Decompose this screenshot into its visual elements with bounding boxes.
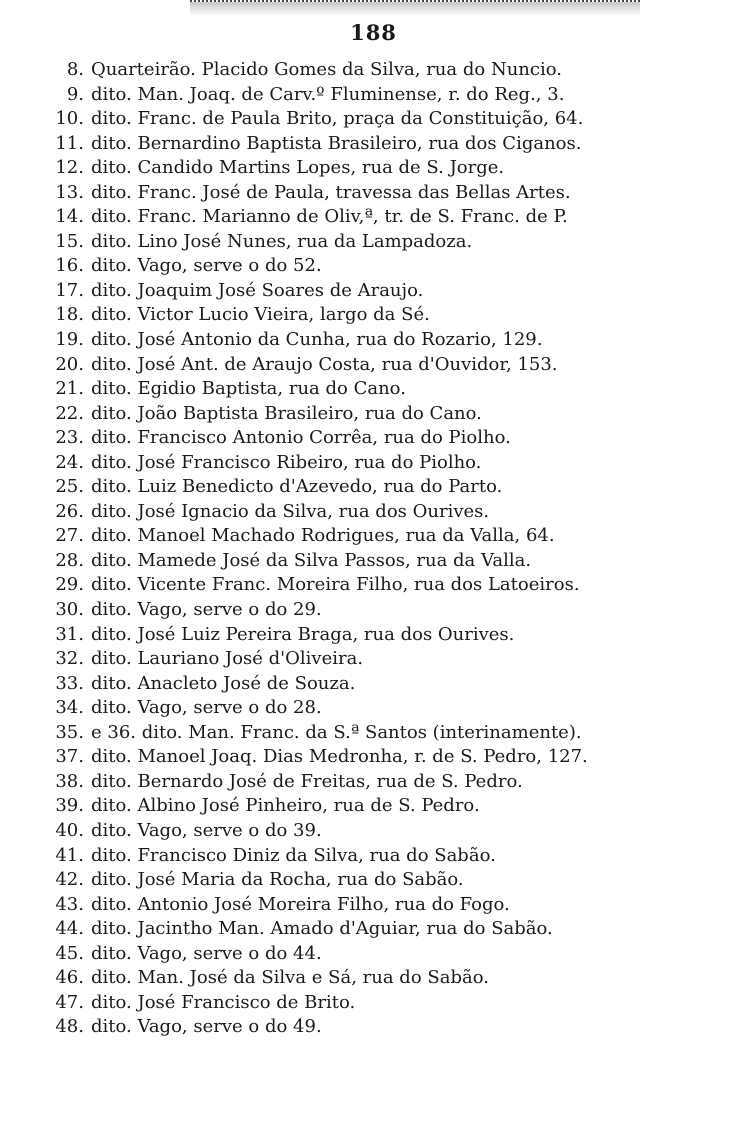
entry-text: dito. Lino José Nunes, rua da Lampadoza. [91, 230, 473, 252]
entry-number: 22. [55, 402, 84, 424]
list-item [52, 745, 732, 770]
list-item [52, 156, 732, 181]
list-item [52, 770, 732, 795]
entry-number: 13. [55, 181, 84, 203]
list-item [52, 353, 732, 378]
entry-text: dito. Manoel Machado Rodrigues, rua da Valla, 64. [91, 525, 555, 547]
list-item [52, 303, 732, 328]
entry-text: dito. José Francisco Ribeiro, rua do Piolho. [91, 451, 482, 473]
list-item [52, 991, 732, 1016]
list-item [52, 451, 732, 476]
entry-number: 29. [55, 574, 84, 596]
list-item [52, 328, 732, 353]
entry-text: dito. Franc. Marianno de Oliv,ª, tr. de S. Franc. de P. [91, 206, 568, 228]
list-item [52, 426, 732, 451]
entry-number: 30. [55, 599, 84, 621]
list-item [52, 573, 732, 598]
entry-text: dito. Victor Lucio Vieira, largo da Sé. [91, 304, 430, 326]
entry-number: 27. [55, 525, 84, 547]
list-item [52, 893, 732, 918]
entry-text: dito. José Ant. de Araujo Costa, rua d'Ouvidor, 153. [91, 353, 558, 375]
list-item [52, 966, 732, 991]
entry-number: 28. [55, 549, 84, 571]
list-item [52, 524, 732, 549]
entry-text: dito. Man. Joaq. de Carv.º Fluminense, r. do Reg., 3. [91, 83, 565, 105]
entry-text: dito. Antonio José Moreira Filho, rua do Fogo. [91, 893, 510, 915]
entry-text: dito. Joaquim José Soares de Araujo. [91, 279, 424, 301]
list-item [52, 819, 732, 844]
entry-text: dito. Mamede José da Silva Passos, rua da Valla. [91, 549, 532, 571]
entry-number: 19. [55, 329, 84, 351]
entry-number: 44. [55, 918, 84, 940]
entry-number: 41. [55, 844, 84, 866]
entry-text: dito. Vicente Franc. Moreira Filho, rua dos Latoeiros. [91, 574, 580, 596]
entry-text: e 36. dito. Man. Franc. da S.ª Santos (interinamente). [91, 721, 582, 743]
entry-number: 9. [66, 83, 84, 105]
entry-number: 25. [55, 476, 84, 498]
entry-text: dito. Candido Martins Lopes, rua de S. Jorge. [91, 157, 505, 179]
entry-number: 18. [55, 304, 84, 326]
entry-text: dito. José Luiz Pereira Braga, rua dos Ourives. [91, 623, 515, 645]
entry-text: dito. Franc. de Paula Brito, praça da Constituição, 64. [91, 108, 584, 130]
entry-text: dito. Vago, serve o do 44. [91, 942, 322, 964]
list-item [52, 917, 732, 942]
entry-number: 16. [55, 255, 84, 277]
list-item [52, 868, 732, 893]
entry-text: dito. Egidio Baptista, rua do Cano. [91, 378, 406, 400]
entry-text: dito. Jacintho Man. Amado d'Aguiar, rua do Sabão. [91, 918, 553, 940]
list-item [52, 500, 732, 525]
entry-number: 35. [55, 721, 84, 743]
entry-text: dito. Albino José Pinheiro, rua de S. Pedro. [91, 795, 480, 817]
entry-text: dito. Vago, serve o do 39. [91, 819, 322, 841]
entry-text: dito. Vago, serve o do 49. [91, 1016, 322, 1038]
entry-number: 11. [55, 132, 84, 154]
entry-text: dito. Manoel Joaq. Dias Medronha, r. de S. Pedro, 127. [91, 746, 588, 768]
entry-text: dito. José Francisco de Brito. [91, 991, 356, 1013]
scan-edge-shadow [190, 0, 640, 16]
list-item [52, 549, 732, 574]
list-item [52, 672, 732, 697]
entry-number: 21. [55, 378, 84, 400]
entry-text: dito. Bernardo José de Freitas, rua de S. Pedro. [91, 770, 523, 792]
list-item [52, 83, 732, 108]
list-item [52, 58, 732, 83]
list-item [52, 254, 732, 279]
entry-number: 20. [55, 353, 84, 375]
entry-number: 46. [55, 967, 84, 989]
list-item [52, 721, 732, 746]
entry-number: 24. [55, 451, 84, 473]
entry-text: dito. José Maria da Rocha, rua do Sabão. [91, 869, 464, 891]
list-item [52, 132, 732, 157]
entry-text: dito. Franc. José de Paula, travessa das Bellas Artes. [91, 181, 571, 203]
entry-number: 38. [55, 770, 84, 792]
list-item [52, 794, 732, 819]
page-number: 188 [350, 20, 397, 45]
list-item [52, 107, 732, 132]
entry-text: dito. Anacleto José de Souza. [91, 672, 356, 694]
entry-text: dito. Bernardino Baptista Brasileiro, rua dos Ciganos. [91, 132, 582, 154]
entry-number: 15. [55, 230, 84, 252]
entry-number: 34. [55, 697, 84, 719]
list-item [52, 205, 732, 230]
entry-number: 31. [55, 623, 84, 645]
entry-text: dito. Vago, serve o do 52. [91, 255, 322, 277]
entry-number: 37. [55, 746, 84, 768]
entry-number: 48. [55, 1016, 84, 1038]
entry-number: 10. [55, 108, 84, 130]
entry-text: dito. Francisco Antonio Corrêa, rua do Piolho. [91, 427, 511, 449]
list-item [52, 377, 732, 402]
entry-number: 39. [55, 795, 84, 817]
list-item [52, 402, 732, 427]
list-item [52, 696, 732, 721]
list-item [52, 1015, 732, 1040]
entry-text: Quarteirão. Placido Gomes da Silva, rua do Nuncio. [91, 59, 562, 80]
entry-number: 33. [55, 672, 84, 694]
list-item [52, 647, 732, 672]
entry-number: 42. [55, 869, 84, 891]
entry-text: dito. Vago, serve o do 28. [91, 697, 322, 719]
entry-number: 47. [55, 991, 84, 1013]
list-item [52, 942, 732, 967]
entry-text: dito. Vago, serve o do 29. [91, 599, 322, 621]
entry-text: dito. João Baptista Brasileiro, rua do Cano. [91, 402, 482, 424]
list-item [52, 623, 732, 648]
entry-text: dito. Francisco Diniz da Silva, rua do Sabão. [91, 844, 496, 866]
list-item [52, 230, 732, 255]
entry-number: 26. [55, 500, 84, 522]
entry-text: dito. Luiz Benedicto d'Azevedo, rua do Parto. [91, 476, 503, 498]
entry-list [52, 58, 732, 1040]
entry-number: 8. [66, 59, 84, 80]
entry-number: 43. [55, 893, 84, 915]
list-item [52, 844, 732, 869]
entry-text: dito. Man. José da Silva e Sá, rua do Sabão. [91, 967, 489, 989]
entry-number: 45. [55, 942, 84, 964]
entry-text: dito. José Ignacio da Silva, rua dos Ourives. [91, 500, 490, 522]
entry-number: 32. [55, 648, 84, 670]
entry-number: 14. [55, 206, 84, 228]
entry-number: 12. [55, 157, 84, 179]
entry-number: 23. [55, 427, 84, 449]
list-item [52, 598, 732, 623]
entry-text: dito. Lauriano José d'Oliveira. [91, 648, 364, 670]
entry-number: 17. [55, 279, 84, 301]
list-item [52, 181, 732, 206]
list-item [52, 279, 732, 304]
entry-text: dito. José Antonio da Cunha, rua do Rozario, 129. [91, 329, 543, 351]
entry-number: 40. [55, 819, 84, 841]
list-item [52, 475, 732, 500]
